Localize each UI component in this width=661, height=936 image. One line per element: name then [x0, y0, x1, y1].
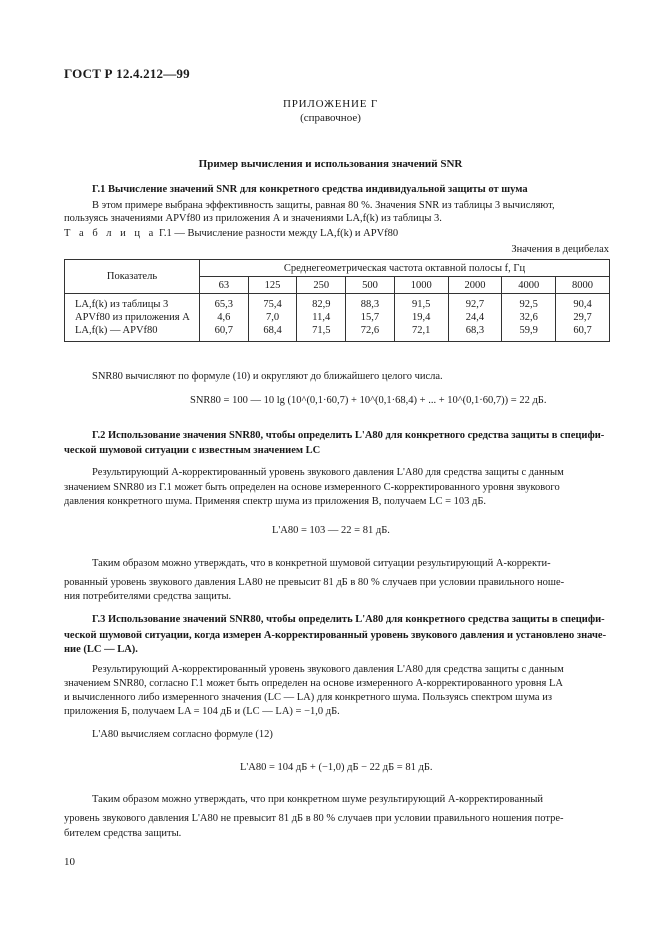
value-column: 91,5 19,4 72,1: [394, 294, 448, 342]
main-title: Пример вычисления и использования значений SNR: [198, 158, 463, 170]
table-body-row: [65, 294, 610, 342]
section-3-conclusion-1: Таким образом можно утверждать, что при конкретном шуме результирующий A-корректированный: [92, 794, 544, 805]
appendix-subtitle: (справочное): [300, 112, 361, 124]
section-3-heading-1: Г.3 Использование значений SNR80, чтобы определить L'A80 для конкретного средства защиты в специфи-: [92, 614, 605, 625]
row-label: APVf80 из приложения А: [75, 312, 190, 323]
section-2-heading-2: ческой шумовой ситуации с известным значением LC: [64, 445, 321, 456]
section-3-heading-2: ческой шумовой ситуации, когда измерен A-корректированный уровень звукового давления и установлено значе-: [64, 630, 607, 641]
freq-cell: 8000: [556, 277, 610, 294]
section-1-text-2: пользуясь значениями APVf80 из приложения А и значениями LA,f(k) из таблицы 3.: [64, 213, 442, 224]
table-units: Значения в децибелах: [511, 244, 609, 255]
freq-cell: 1000: [394, 277, 448, 294]
value-column: 75,4 7,0 68,4: [248, 294, 297, 342]
row-label: LA,f(k) — APVf80: [75, 325, 158, 336]
section-3-text-1: Результирующий A-корректированный уровень звукового давления L'A80 для средства защиты с данным: [92, 664, 564, 675]
table-caption-text: Г.1 — Вычисление разности между LA,f(k) и APVf80: [158, 228, 399, 239]
freq-cell: 63: [200, 277, 249, 294]
section-3-text-5: L'A80 вычисляем согласно формуле (12): [92, 729, 273, 740]
calculation-table: [64, 259, 610, 342]
document-header: ГОСТ Р 12.4.212—99: [64, 66, 190, 81]
table-caption-prefix: Т а б л и ц а: [64, 228, 157, 239]
table-caption: [64, 228, 398, 239]
section-3-text-3: и вычисленного либо измеренного значения (LC — LA) для конкретного шума. Пользуясь спектром шума из: [64, 692, 552, 703]
section-3-formula: L'A80 = 104 дБ + (−1,0) дБ − 22 дБ = 81 дБ.: [240, 762, 433, 773]
value-column: 88,3 15,7 72,6: [346, 294, 395, 342]
section-1-text-1: В этом примере выбрана эффективность защиты, равная 80 %. Значения SNR из таблицы 3 вычисляют,: [92, 200, 555, 211]
freq-cell: 2000: [448, 277, 502, 294]
value-column: 92,7 24,4 68,3: [448, 294, 502, 342]
row-labels: [65, 294, 200, 342]
section-1-heading: Г.1 Вычисление значений SNR для конкретного средства индивидуальной защиты от шума: [92, 184, 528, 195]
row-label: LA,f(k) из таблицы 3: [75, 299, 169, 310]
section-3-conclusion-3: бителем средства защиты.: [64, 828, 182, 839]
value-column: 90,4 29,7 60,7: [556, 294, 610, 342]
page-number: 10: [64, 856, 75, 868]
section-2-text-1: Результирующий A-корректированный уровень звукового давления L'A80 для средства защиты с данным: [92, 467, 564, 478]
value-column: 92,5 32,6 59,9: [502, 294, 556, 342]
section-2-conclusion-2: рованный уровень звукового давления LA80 не превысит 81 дБ в 80 % случаев при условии правильного ноше-: [64, 577, 565, 588]
freq-cell: 4000: [502, 277, 556, 294]
appendix-title: ПРИЛОЖЕНИЕ Г: [282, 98, 379, 110]
snr-text: SNR80 вычисляют по формуле (10) и округляют до ближайшего целого числа.: [92, 371, 443, 382]
table-group-header: Среднегеометрическая частота октавной полосы f, Гц: [200, 260, 610, 277]
freq-cell: 500: [346, 277, 395, 294]
section-2-conclusion-3: ния потребителями средства защиты.: [64, 591, 232, 602]
section-2-formula: L'A80 = 103 — 22 = 81 дБ.: [272, 525, 390, 536]
freq-cell: 125: [248, 277, 297, 294]
section-3-text-2: значением SNR80, согласно Г.1 может быть определен на основе измеренного A-корректированного уровня LA: [64, 678, 563, 689]
section-2-text-2: значением SNR80 из Г.1 может быть определен на основе измеренного C-корректированного уровня звукового: [64, 482, 560, 493]
section-2-text-3: давления конкретного шума. Применяя спектр шума из приложения В, получаем LC = 103 дБ.: [64, 496, 487, 507]
table-col-header: Показатель: [65, 260, 200, 294]
section-3-heading-3: ние (LC — LA).: [64, 644, 138, 655]
value-column: 65,3 4,6 60,7: [200, 294, 249, 342]
section-2-heading-1: Г.2 Использование значения SNR80, чтобы определить L'A80 для конкретного средства защиты в специфи-: [92, 430, 605, 441]
section-3-conclusion-2: уровень звукового давления L'A80 не превысит 81 дБ в 80 % случаев при условии правильного ношения потре-: [64, 813, 564, 824]
freq-cell: 250: [297, 277, 346, 294]
snr-formula: SNR80 = 100 — 10 lg (10^(0,1·60,7) + 10^(0,1·68,4) + ... + 10^(0,1·60,7)) = 22 дБ.: [190, 395, 547, 406]
value-column: 82,9 11,4 71,5: [297, 294, 346, 342]
section-3-text-4: приложения Б, получаем LA = 104 дБ и (LC — LA) = −1,0 дБ.: [64, 706, 340, 717]
section-2-conclusion-1: Таким образом можно утверждать, что в конкретной шумовой ситуации результирующий A-корректи-: [92, 558, 551, 569]
